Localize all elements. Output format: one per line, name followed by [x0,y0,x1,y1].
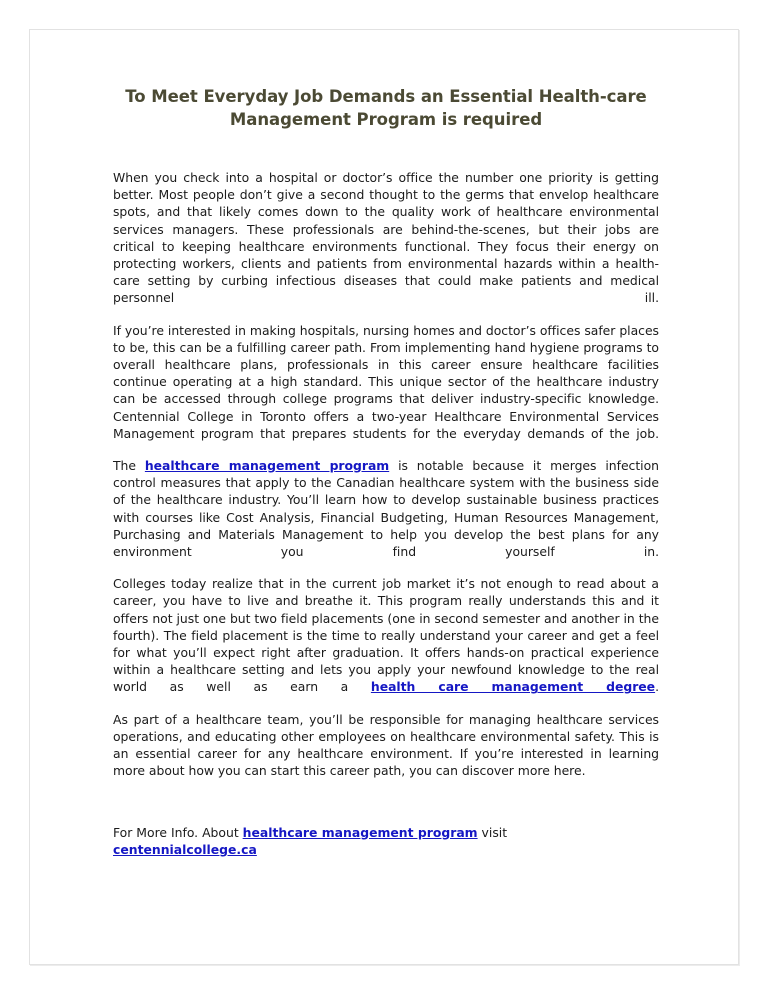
paragraph-4-text-after-link: . [655,679,659,695]
paragraph-2: If you’re interested in making hospitals, nursing homes and doctor’s offices safer places to be, this can be a fulfilling career path. From implementing hand hygiene programs to overall healthcare plans, professionals in this career ensure healthcare facilities continue operating at a high standard. This unique sector of the healthcare industry can be accessed through college programs that deliver industry-specific knowledge. Centennial College in Toronto offers a two-year Healthcare Environmental Services Management program that prepares students for the everyday demands of the job. [113,322,659,441]
paragraph-3-text-before-link: The [113,458,145,474]
footer-info [113,824,659,859]
paragraph-4 [113,575,659,695]
document-content [113,70,659,858]
paragraph-3 [113,457,659,560]
footer-website-line [113,841,659,858]
paragraph-3-text-after-link: is notable because it merges infection control measures that apply to the Canadian healthcare system with the business side of the healthcare industry. You’ll learn how to develop sustainable business practices with courses like Cost Analysis, Financial Budgeting, Human Resources Management, Purchasing and Materials Management to help you develop the best plans for any environment you find yourself in. [113,458,659,560]
document-page [29,29,739,965]
paragraph-4-text-before-link: Colleges today realize that in the current job market it’s not enough to read about a career, you have to live and breathe it. This program really understands this and it offers not just one but two field placements (one in second semester and another in the fourth). The field placement is the time to really understand your career and get a feel for what you’ll expect right after graduation. It offers hands-on practical experience within a healthcare setting and lets you apply your newfound knowledge to the real world as well as earn a [113,576,659,695]
footer-text-before-link: For More Info. About [113,824,243,840]
footer-healthcare-management-program-link[interactable]: healthcare management program [242,824,478,840]
footer-text-between: visit [477,824,508,840]
healthcare-management-program-link[interactable]: healthcare management program [144,458,390,474]
centennialcollege-link[interactable]: centennialcollege.ca [113,841,257,857]
paragraph-1: When you check into a hospital or doctor’s office the number one priority is getting better. Most people don’t give a second thought to the germs that envelop healthcare spots, and that likely comes down to the quality work of healthcare environmental services managers. These professionals are behind-the-scenes, but their jobs are critical to keeping healthcare environments functional. They focus their energy on protecting workers, clients and patients from environmental hazards within a health-care setting by curbing infectious diseases that could make patients and medical personnel ill. [113,170,659,306]
paragraph-5: As part of a healthcare team, you’ll be responsible for managing healthcare services operations, and educating other employees on healthcare environmental safety. This is an essential career for any healthcare environment. If you’re interested in learning more about how you can start this career path, you can discover more here. [113,711,659,779]
health-care-management-degree-link[interactable]: health care management degree [370,679,656,695]
page-title: To Meet Everyday Job Demands an Essential Health-care Management Program is required [125,87,647,129]
